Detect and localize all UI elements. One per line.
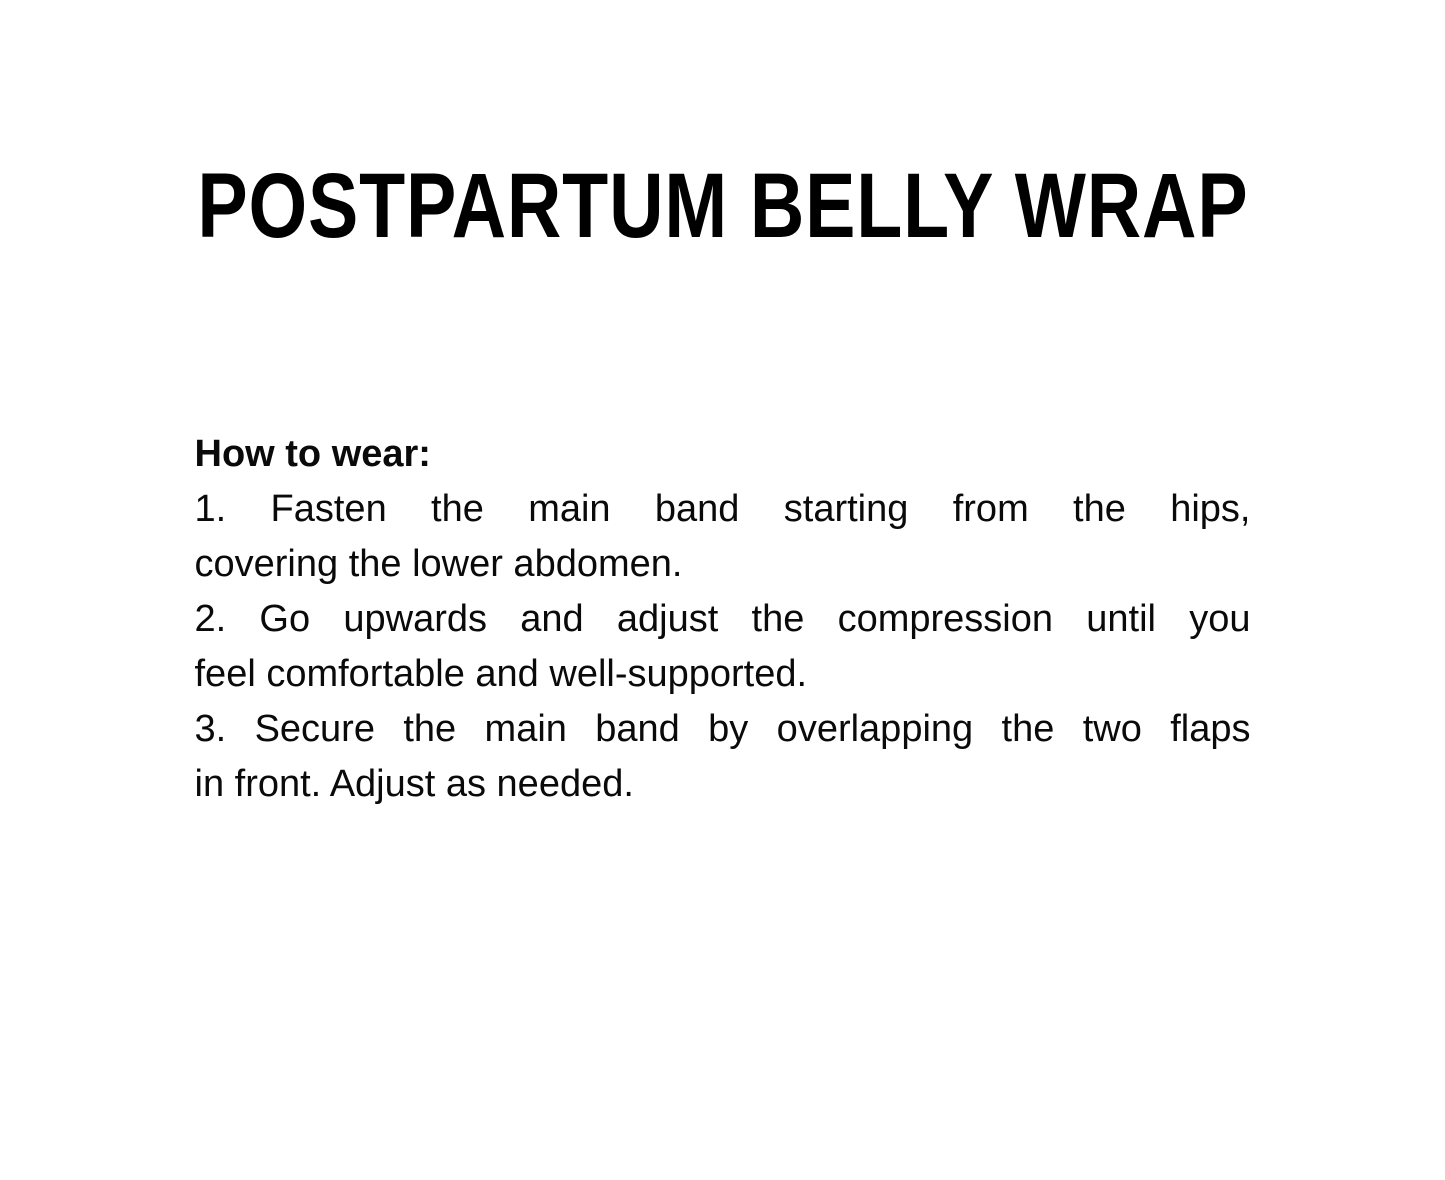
- page-title-wrap: [0, 96, 1445, 315]
- page-title: POSTPARTUM BELLY WRAP: [196, 154, 1249, 257]
- step-3-line-1: 3. Secure the main band by overlapping the two flaps: [194, 708, 1251, 751]
- step-2-line-1: 2. Go upwards and adjust the compression until you: [194, 598, 1251, 641]
- step-3: [195, 702, 1251, 812]
- step-1-line-1: 1. Fasten the main band starting from the hips,: [194, 488, 1251, 531]
- step-3-line-2: in front. Adjust as needed.: [194, 763, 634, 806]
- step-1-line-2: covering the lower abdomen.: [194, 543, 683, 586]
- instruction-page: [0, 96, 1445, 1180]
- step-2: [195, 592, 1251, 702]
- section-heading: How to wear:: [194, 433, 431, 476]
- step-2-line-2: feel comfortable and well-supported.: [194, 653, 808, 696]
- step-1: [195, 482, 1251, 592]
- how-to-wear-section: [195, 427, 1251, 812]
